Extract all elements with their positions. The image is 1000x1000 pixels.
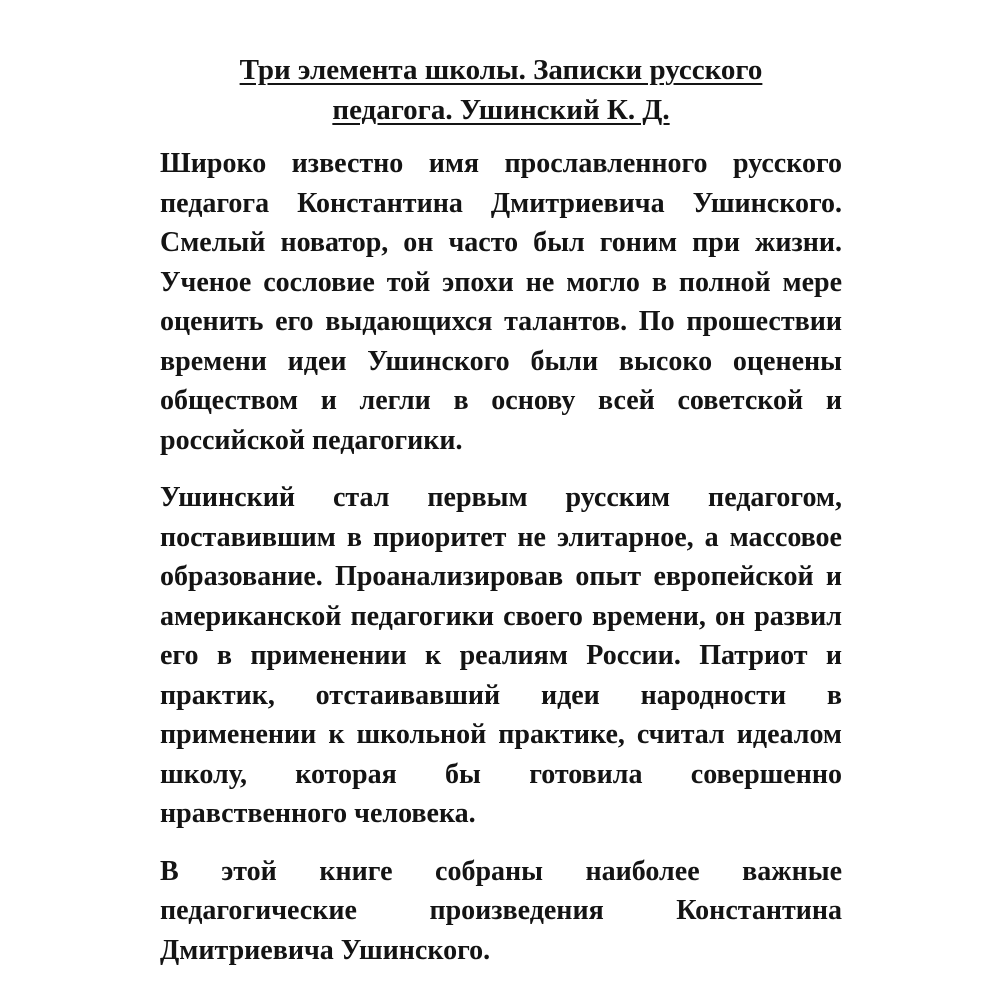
document-title — [160, 50, 842, 130]
document-page — [160, 50, 842, 988]
title-line-2: педагога. Ушинский К. Д. — [332, 94, 670, 126]
paragraph-book-contents: В этой книге собраны наиболее важные педагогические произведения Константина Дмитриевича Ушинского. — [160, 855, 842, 966]
paragraph-intro: Широко известно имя прославленного русского педагога Константина Дмитриевича Ушинского. Смелый новатор, он часто был гоним при жизни. Ученое сословие той эпохи не могло в полной мере оценить его выдающихся талантов. По прошествии времени идеи Ушинского были высоко оценены обществом и легли в основу всей советской и российской педагогики. — [160, 148, 842, 456]
title-line-1: Три элемента школы. Записки русского — [239, 54, 763, 86]
paragraph-ushinsky-education: Ушинский стал первым русским педагогом, поставившим в приоритет не элитарное, а массовое образование. Проанализировав опыт европейской и американской педагогики своего времени, он развил его в применении к реалиям России. Патриот и практик, отстаивавший идеи народности в применении к школьной практике, считал идеалом школу, которая бы готовила совершенно нравственного человека. — [160, 482, 842, 829]
